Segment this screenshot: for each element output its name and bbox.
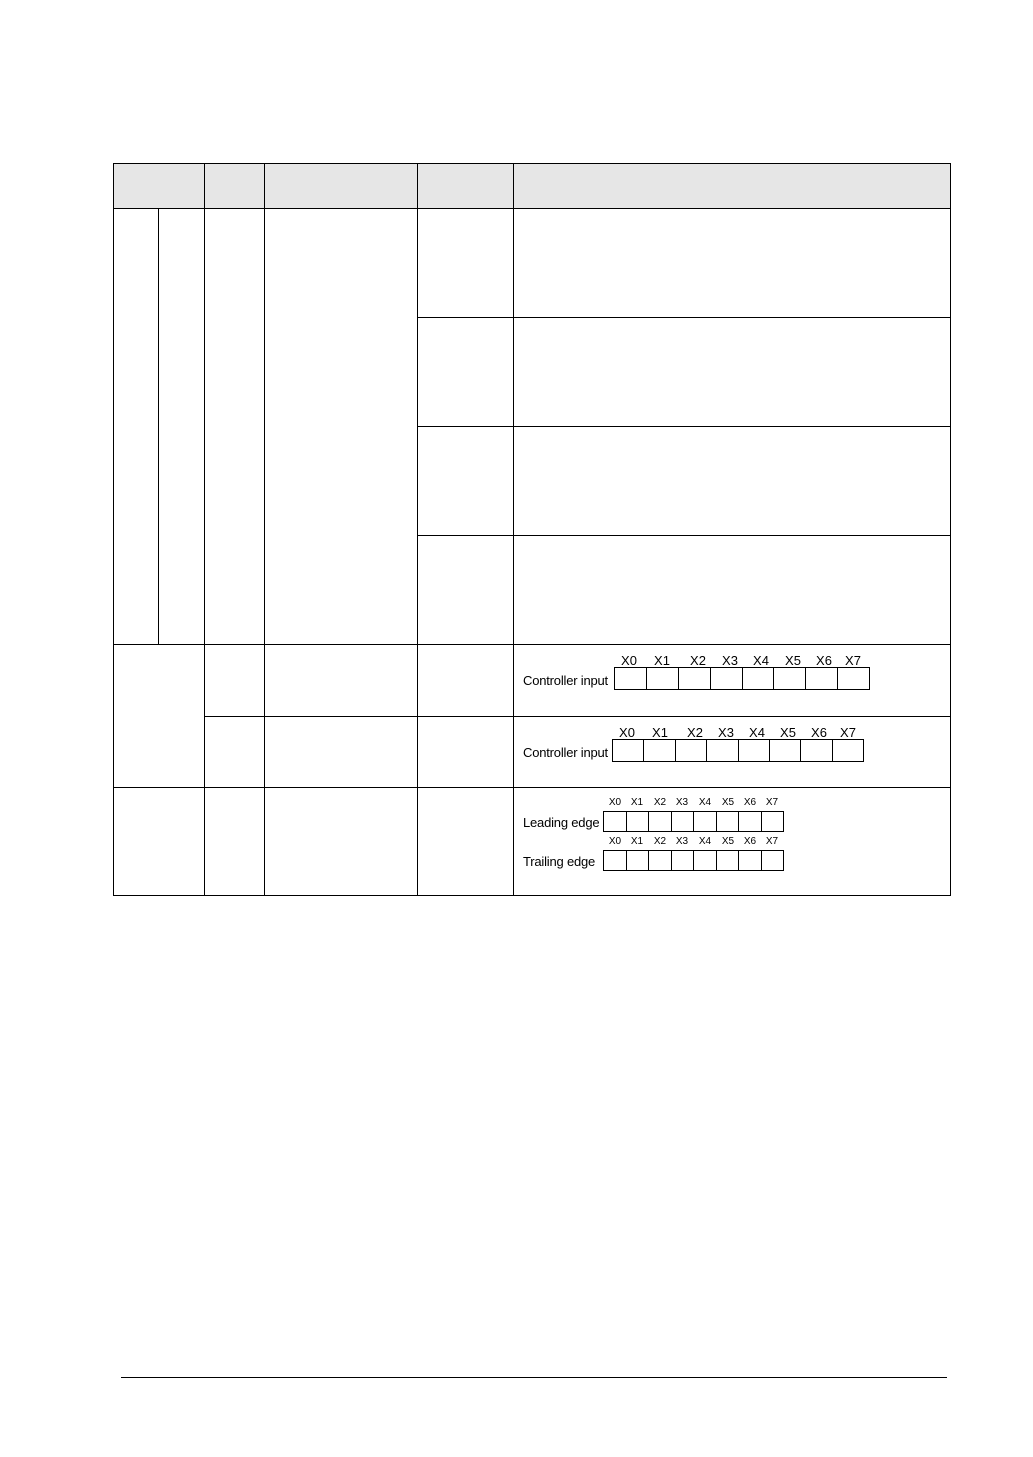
bit-label: X5 (721, 797, 735, 808)
bit-cell (648, 851, 671, 870)
bit-label: X0 (619, 725, 635, 740)
bit-label: X4 (749, 725, 765, 740)
table-border-left (113, 163, 114, 896)
footer-rule (121, 1377, 947, 1378)
table-border-right (950, 163, 951, 896)
bit-cell (710, 668, 742, 689)
bit-label: X7 (845, 653, 861, 668)
column-divider (204, 163, 205, 896)
bit-label: X5 (785, 653, 801, 668)
bit-label: X1 (630, 836, 644, 847)
bit-label: X6 (816, 653, 832, 668)
bit-cell (832, 740, 863, 761)
bit-label: X0 (608, 836, 622, 847)
bit-label: X6 (811, 725, 827, 740)
bit-label: X2 (653, 836, 667, 847)
bit-register (603, 850, 784, 871)
bit-cell (675, 740, 706, 761)
leading-edge-diagram (523, 797, 793, 833)
bit-cell (738, 812, 761, 831)
table-header-row (114, 164, 950, 208)
bit-label: X3 (722, 653, 738, 668)
bit-cell (604, 851, 626, 870)
header-bottom-rule (114, 208, 951, 209)
bit-label: X7 (765, 797, 779, 808)
bit-cell (805, 668, 837, 689)
bit-cell (761, 851, 784, 870)
bit-cell (604, 812, 626, 831)
bit-cell (706, 740, 737, 761)
bit-label: X1 (654, 653, 670, 668)
row-divider (417, 535, 951, 536)
bit-label: X3 (675, 797, 689, 808)
bit-cell (671, 812, 694, 831)
bit-label: X3 (718, 725, 734, 740)
bit-label: X4 (698, 836, 712, 847)
bit-label: X0 (621, 653, 637, 668)
leading-edge-label: Leading edge (523, 815, 600, 830)
table-border-top (114, 163, 951, 164)
trailing-edge-label: Trailing edge (523, 854, 596, 869)
column-divider (417, 163, 418, 896)
bit-cell (671, 851, 694, 870)
bit-cell (613, 740, 643, 761)
bit-label: X6 (743, 836, 757, 847)
bit-label: X1 (630, 797, 644, 808)
bit-label: X5 (721, 836, 735, 847)
bit-label: X2 (653, 797, 667, 808)
bit-cell (800, 740, 831, 761)
bit-cell (769, 740, 800, 761)
bit-label: X2 (690, 653, 706, 668)
bit-cell (643, 740, 674, 761)
bit-label: X4 (698, 797, 712, 808)
bit-cell (716, 851, 739, 870)
bit-cell (738, 740, 769, 761)
column-divider (264, 163, 265, 896)
bit-cell (626, 851, 649, 870)
bit-cell (693, 851, 716, 870)
controller-input-diagram (523, 725, 873, 765)
column-divider (158, 208, 159, 645)
bit-label: X1 (652, 725, 668, 740)
bit-label: X4 (753, 653, 769, 668)
bit-label: X0 (608, 797, 622, 808)
column-divider (513, 163, 514, 896)
bit-label: X7 (840, 725, 856, 740)
row-divider (417, 317, 951, 318)
bit-cell (626, 812, 649, 831)
bit-register (614, 667, 870, 690)
bit-cell (773, 668, 805, 689)
row-divider (114, 644, 951, 645)
bit-cell (648, 812, 671, 831)
bit-label: X7 (765, 836, 779, 847)
row-divider (114, 787, 951, 788)
bit-cell (837, 668, 869, 689)
controller-input-diagram (523, 653, 873, 693)
bit-cell (646, 668, 678, 689)
controller-input-label: Controller input (523, 673, 608, 688)
bit-label: X2 (687, 725, 703, 740)
bit-cell (615, 668, 646, 689)
row-divider (204, 716, 951, 717)
bit-register (603, 811, 784, 832)
table-border-bottom (114, 895, 951, 896)
bit-cell (761, 812, 784, 831)
bit-label: X5 (780, 725, 796, 740)
trailing-edge-diagram (523, 836, 793, 872)
bit-cell (678, 668, 710, 689)
bit-register (612, 739, 864, 762)
bit-cell (738, 851, 761, 870)
controller-input-label: Controller input (523, 745, 608, 760)
bit-label: X6 (743, 797, 757, 808)
row-divider (417, 426, 951, 427)
bit-cell (742, 668, 774, 689)
bit-cell (693, 812, 716, 831)
bit-label: X3 (675, 836, 689, 847)
bit-cell (716, 812, 739, 831)
